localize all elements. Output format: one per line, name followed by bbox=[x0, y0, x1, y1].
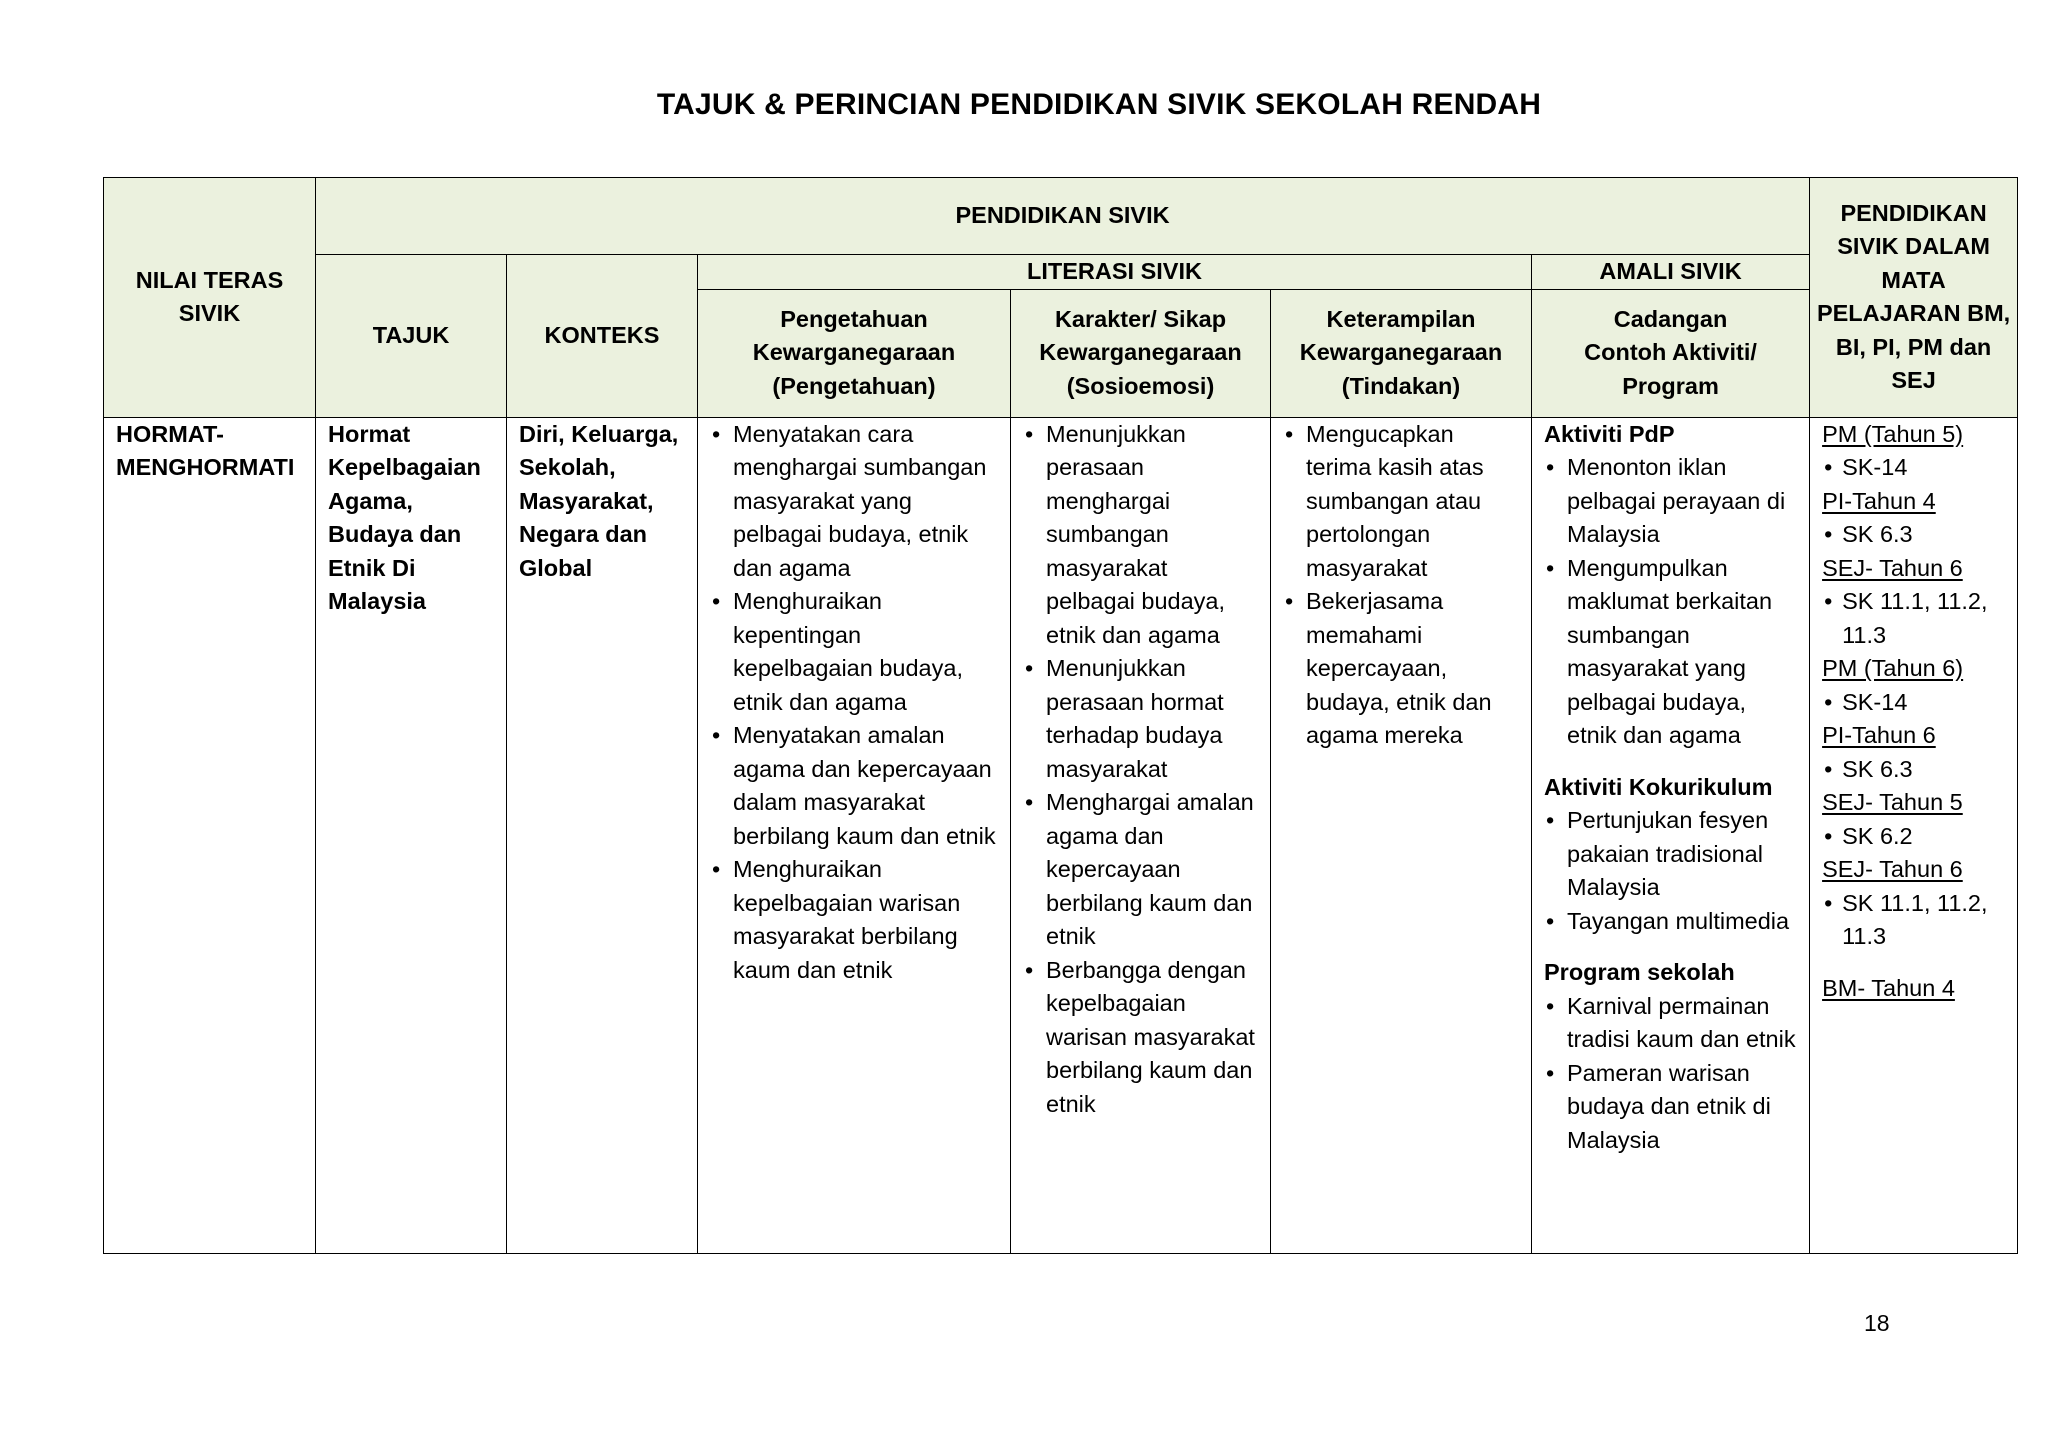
subject-link[interactable]: SEJ- Tahun 6 bbox=[1822, 554, 1963, 581]
subject-item: • SK 11.1, 11.2, 11.3 bbox=[1822, 585, 2007, 652]
list-item: • Karnival permainan tradisi kaum dan etnik bbox=[1544, 990, 1799, 1057]
section-heading: Program sekolah bbox=[1544, 959, 1735, 985]
list-item: • Mengumpulkan maklumat berkaitan sumbangan masyarakat yang pelbagai budaya, etnik dan agama bbox=[1544, 552, 1799, 753]
header-mata-pelajaran: PENDIDIKAN SIVIK DALAM MATA PELAJARAN BM, BI, PI, PM dan SEJ bbox=[1810, 178, 2018, 418]
section-heading: Aktiviti Kokurikulum bbox=[1544, 773, 1773, 800]
subject-link[interactable]: SEJ- Tahun 5 bbox=[1822, 789, 1963, 815]
header-konteks: KONTEKS bbox=[507, 255, 698, 418]
section-heading: Aktiviti PdP bbox=[1544, 420, 1675, 447]
list-item: • Tayangan multimedia bbox=[1544, 905, 1799, 939]
cell-nilai-teras: HORMAT-MENGHORMATI bbox=[104, 417, 316, 1254]
list-item: • Menunjukkan perasaan menghargai sumbangan masyarakat pelbagai budaya, etnik dan agama bbox=[1023, 418, 1260, 653]
header-amali-sivik: AMALI SIVIK bbox=[1532, 255, 1810, 290]
list-item: • Menghargai amalan agama dan kepercayaan berbilang kaum dan etnik bbox=[1023, 786, 1260, 954]
list-item: • Menghuraikan kepelbagaian warisan masyarakat berbilang kaum dan etnik bbox=[710, 853, 1000, 987]
list-item: • Pameran warisan budaya dan etnik di Malaysia bbox=[1544, 1057, 1799, 1158]
subject-item: • SK 6.2 bbox=[1822, 820, 2007, 854]
cell-keterampilan bbox=[1271, 417, 1532, 1254]
list-item: • Menunjukkan perasaan hormat terhadap budaya masyarakat bbox=[1023, 652, 1260, 786]
header-cadangan: Cadangan Contoh Aktiviti/ Program bbox=[1532, 289, 1810, 417]
cell-cadangan-aktiviti bbox=[1532, 417, 1810, 1254]
header-nilai-teras: NILAI TERAS SIVIK bbox=[104, 178, 316, 418]
cell-mata-pelajaran bbox=[1810, 417, 2018, 1254]
list-item: • Pertunjukan fesyen pakaian tradisional Malaysia bbox=[1544, 804, 1799, 905]
cell-tajuk: Hormat Kepelbagaian Agama, Budaya dan Etnik Di Malaysia bbox=[316, 417, 507, 1254]
cell-pengetahuan bbox=[698, 417, 1011, 1254]
header-keterampilan: Keterampilan Kewarganegaraan (Tindakan) bbox=[1271, 289, 1532, 417]
list-item: • Menyatakan cara menghargai sumbangan masyarakat yang pelbagai budaya, etnik dan agama bbox=[710, 418, 1000, 586]
list-item: • Berbangga dengan kepelbagaian warisan masyarakat berbilang kaum dan etnik bbox=[1023, 954, 1260, 1122]
subject-item: • SK 11.1, 11.2, 11.3 bbox=[1822, 887, 2007, 954]
subject-link[interactable]: PM (Tahun 5) bbox=[1822, 420, 1964, 447]
page-title: TAJUK & PERINCIAN PENDIDIKAN SIVIK SEKOLAH RENDAH bbox=[656, 88, 1542, 121]
subject-link[interactable]: PM (Tahun 6) bbox=[1822, 655, 1964, 681]
list-item: • Menonton iklan pelbagai perayaan di Malaysia bbox=[1544, 451, 1799, 552]
header-karakter: Karakter/ Sikap Kewarganegaraan (Sosioemosi) bbox=[1011, 289, 1271, 417]
cell-konteks: Diri, Keluarga, Sekolah, Masyarakat, Negara dan Global bbox=[507, 417, 698, 1254]
subject-link[interactable]: PI-Tahun 6 bbox=[1822, 722, 1936, 748]
page-number: 18 bbox=[1864, 1310, 1890, 1336]
subject-link[interactable]: SEJ- Tahun 6 bbox=[1822, 856, 1963, 882]
cell-karakter bbox=[1011, 417, 1271, 1254]
header-pengetahuan: Pengetahuan Kewarganegaraan (Pengetahuan) bbox=[698, 289, 1011, 417]
list-item: • Mengucapkan terima kasih atas sumbangan atau pertolongan masyarakat bbox=[1283, 418, 1521, 586]
header-literasi-sivik: LITERASI SIVIK bbox=[698, 255, 1532, 290]
subject-item: • SK-14 bbox=[1822, 686, 2007, 720]
civic-education-table bbox=[103, 177, 2018, 1254]
header-tajuk: TAJUK bbox=[316, 255, 507, 418]
subject-link[interactable]: BM- Tahun 4 bbox=[1822, 974, 1955, 1001]
header-pendidikan-sivik: PENDIDIKAN SIVIK bbox=[316, 178, 1810, 255]
list-item: • Menghuraikan kepentingan kepelbagaian budaya, etnik dan agama bbox=[710, 585, 1000, 719]
subject-link[interactable]: PI-Tahun 4 bbox=[1822, 487, 1936, 514]
list-item: • Menyatakan amalan agama dan kepercayaan dalam masyarakat berbilang kaum dan etnik bbox=[710, 719, 1000, 853]
subject-item: • SK 6.3 bbox=[1822, 753, 2007, 787]
subject-item: • SK 6.3 bbox=[1822, 518, 2007, 552]
list-item: • Bekerjasama memahami kepercayaan, budaya, etnik dan agama mereka bbox=[1283, 585, 1521, 753]
subject-item: • SK-14 bbox=[1822, 451, 2007, 485]
